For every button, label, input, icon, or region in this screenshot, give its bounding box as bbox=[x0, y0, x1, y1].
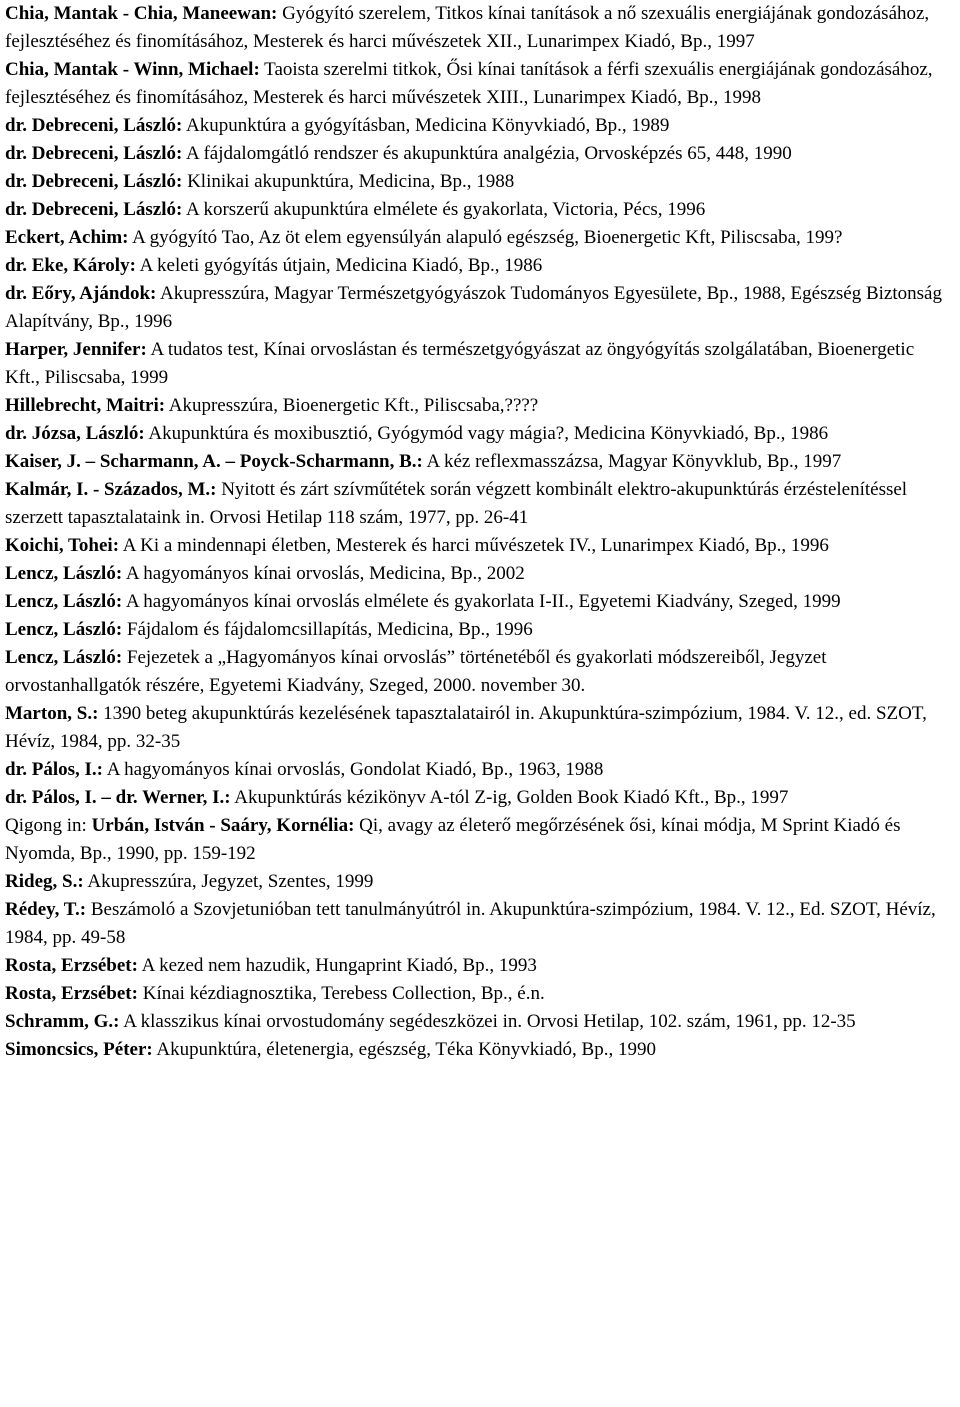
entry-author: dr. Debreceni, László: bbox=[5, 199, 183, 220]
bibliography-entry bbox=[5, 952, 952, 980]
entry-details: Kínai kézdiagnosztika, Terebess Collection, Bp., é.n. bbox=[137, 983, 545, 1004]
entry-details: Akupresszúra, Bioenergetic Kft., Piliscsaba,???? bbox=[165, 395, 539, 416]
entry-author: Rédey, T.: bbox=[5, 899, 87, 920]
entry-details: Akupresszúra, Jegyzet, Szentes, 1999 bbox=[83, 871, 374, 892]
entry-details: A tudatos test, Kínai orvoslástan és természetgyógyászat az öngyógyítás szolgálatában, Bioenergetic Kft., Piliscsaba, 1999 bbox=[5, 339, 915, 388]
entry-details: 1390 beteg akupunktúrás kezelésének tapasztalatairól in. Akupunktúra-szimpózium, 1984. V. 12., ed. SZOT, Hévíz, 1984, pp. 32-35 bbox=[5, 703, 927, 752]
entry-author: Marton, S.: bbox=[5, 703, 99, 724]
entry-author: dr. Debreceni, László: bbox=[5, 171, 183, 192]
bibliography-entry bbox=[5, 0, 952, 56]
bibliography-entry bbox=[5, 812, 952, 868]
bibliography-entry bbox=[5, 1036, 952, 1064]
entry-author: dr. Debreceni, László: bbox=[5, 143, 183, 164]
bibliography-entry bbox=[5, 980, 952, 1008]
entry-details: Klinikai akupunktúra, Medicina, Bp., 1988 bbox=[182, 171, 515, 192]
bibliography-list bbox=[5, 0, 952, 1064]
entry-author: dr. Eőry, Ajándok: bbox=[5, 283, 157, 304]
entry-details: Gyógyító szerelem, Titkos kínai tanítások a nő szexuális energiájának gondozásához, fejlesztéséhez és finomításához, Mesterek és harci művészetek XII., Lunarimpex Kiadó, Bp., 1997 bbox=[5, 3, 930, 52]
entry-author: Lencz, László: bbox=[5, 619, 123, 640]
bibliography-entry bbox=[5, 392, 952, 420]
bibliography-entry bbox=[5, 532, 952, 560]
entry-author: Urbán, István - Saáry, Kornélia: bbox=[91, 815, 355, 836]
entry-details: A gyógyító Tao, Az öt elem egyensúlyán alapuló egészség, Bioenergetic Kft, Piliscsaba, 199? bbox=[128, 227, 843, 248]
entry-author: Simoncsics, Péter: bbox=[5, 1039, 153, 1060]
bibliography-entry bbox=[5, 784, 952, 812]
bibliography-entry bbox=[5, 896, 952, 952]
entry-details: Taoista szerelmi titkok, Ősi kínai tanítások a férfi szexuális energiájának gondozásához, fejlesztéséhez és finomításához, Mesterek és harci művészetek XIII., Lunarimpex Kiadó, Bp., 1998 bbox=[5, 59, 933, 108]
bibliography-entry bbox=[5, 476, 952, 532]
entry-author: Hillebrecht, Maitri: bbox=[5, 395, 166, 416]
bibliography-entry bbox=[5, 1008, 952, 1036]
bibliography-entry bbox=[5, 616, 952, 644]
entry-author: Koichi, Tohei: bbox=[5, 535, 120, 556]
bibliography-entry bbox=[5, 140, 952, 168]
entry-details: A Ki a mindennapi életben, Mesterek és harci művészetek IV., Lunarimpex Kiadó, Bp., 1996 bbox=[119, 535, 829, 556]
entry-prefix: Qigong in: bbox=[5, 815, 92, 836]
entry-author: Rideg, S.: bbox=[5, 871, 84, 892]
entry-details: Akupunktúra, életenergia, egészség, Téka Könyvkiadó, Bp., 1990 bbox=[152, 1039, 656, 1060]
entry-author: Lencz, László: bbox=[5, 647, 123, 668]
bibliography-entry bbox=[5, 420, 952, 448]
entry-details: Fejezetek a „Hagyományos kínai orvoslás” történetéből és gyakorlati módszereiből, Jegyzet orvostanhallgatók részére, Egyetemi Kiadvány, Szeged, 2000. november 30. bbox=[5, 647, 827, 696]
bibliography-entry bbox=[5, 112, 952, 140]
entry-details: Nyitott és zárt szívműtétek során végzett kombinált elektro-akupunktúrás érzéstelenítéssel szerzett tapasztalataink in. Orvosi Hetilap 118 szám, 1977, pp. 26-41 bbox=[5, 479, 908, 528]
entry-author: dr. Eke, Károly: bbox=[5, 255, 136, 276]
bibliography-entry bbox=[5, 252, 952, 280]
entry-author: Lencz, László: bbox=[5, 591, 123, 612]
entry-details: Beszámoló a Szovjetunióban tett tanulmányútról in. Akupunktúra-szimpózium, 1984. V. 12., Ed. SZOT, Hévíz, 1984, pp. 49-58 bbox=[5, 899, 936, 948]
entry-author: Kaiser, J. – Scharmann, A. – Poyck-Scharmann, B.: bbox=[5, 451, 423, 472]
bibliography-entry bbox=[5, 868, 952, 896]
bibliography-entry bbox=[5, 644, 952, 700]
entry-author: Lencz, László: bbox=[5, 563, 123, 584]
entry-details: A korszerű akupunktúra elmélete és gyakorlata, Victoria, Pécs, 1996 bbox=[182, 199, 706, 220]
entry-author: dr. Pálos, I.: bbox=[5, 759, 104, 780]
entry-author: Schramm, G.: bbox=[5, 1011, 120, 1032]
entry-details: A fájdalomgátló rendszer és akupunktúra analgézia, Orvosképzés 65, 448, 1990 bbox=[182, 143, 792, 164]
entry-details: A hagyományos kínai orvoslás, Medicina, Bp., 2002 bbox=[122, 563, 525, 584]
entry-details: A hagyományos kínai orvoslás, Gondolat Kiadó, Bp., 1963, 1988 bbox=[103, 759, 604, 780]
entry-details: Akupresszúra, Magyar Természetgyógyászok Tudományos Egyesülete, Bp., 1988, Egészség Biztonság Alapítvány, Bp., 1996 bbox=[5, 283, 942, 332]
entry-author: Chia, Mantak - Winn, Michael: bbox=[5, 59, 260, 80]
entry-author: Rosta, Erzsébet: bbox=[5, 983, 138, 1004]
entry-details: A klasszikus kínai orvostudomány segédeszközei in. Orvosi Hetilap, 102. szám, 1961, pp. 12-35 bbox=[119, 1011, 856, 1032]
entry-author: Chia, Mantak - Chia, Maneewan: bbox=[5, 3, 278, 24]
bibliography-entry bbox=[5, 168, 952, 196]
entry-author: dr. Józsa, László: bbox=[5, 423, 145, 444]
entry-details: A hagyományos kínai orvoslás elmélete és gyakorlata I-II., Egyetemi Kiadvány, Szeged, 1999 bbox=[122, 591, 841, 612]
entry-author: Rosta, Erzsébet: bbox=[5, 955, 138, 976]
entry-details: Akupunktúra a gyógyításban, Medicina Könyvkiadó, Bp., 1989 bbox=[182, 115, 670, 136]
entry-author: Harper, Jennifer: bbox=[5, 339, 147, 360]
entry-details: A kezed nem hazudik, Hungaprint Kiadó, Bp., 1993 bbox=[137, 955, 537, 976]
entry-author: dr. Debreceni, László: bbox=[5, 115, 183, 136]
bibliography-entry bbox=[5, 56, 952, 112]
entry-details: Fájdalom és fájdalomcsillapítás, Medicina, Bp., 1996 bbox=[122, 619, 533, 640]
entry-details: Akupunktúra és moxibusztió, Gyógymód vagy mágia?, Medicina Könyvkiadó, Bp., 1986 bbox=[144, 423, 829, 444]
entry-details: Qi, avagy az életerő megőrzésének ősi, kínai módja, M Sprint Kiadó és Nyomda, Bp., 1990, pp. 159-192 bbox=[5, 815, 901, 864]
bibliography-entry bbox=[5, 336, 952, 392]
entry-details: A kéz reflexmasszázsa, Magyar Könyvklub, Bp., 1997 bbox=[422, 451, 842, 472]
entry-author: Eckert, Achim: bbox=[5, 227, 129, 248]
entry-details: Akupunktúrás kézikönyv A-tól Z-ig, Golden Book Kiadó Kft., Bp., 1997 bbox=[230, 787, 789, 808]
entry-author: Kalmár, I. - Százados, M.: bbox=[5, 479, 217, 500]
entry-author: dr. Pálos, I. – dr. Werner, I.: bbox=[5, 787, 231, 808]
entry-details: A keleti gyógyítás útjain, Medicina Kiadó, Bp., 1986 bbox=[135, 255, 543, 276]
bibliography-entry bbox=[5, 280, 952, 336]
bibliography-entry bbox=[5, 560, 952, 588]
bibliography-entry bbox=[5, 196, 952, 224]
bibliography-entry bbox=[5, 448, 952, 476]
bibliography-entry bbox=[5, 700, 952, 756]
bibliography-entry bbox=[5, 756, 952, 784]
bibliography-entry bbox=[5, 588, 952, 616]
bibliography-entry bbox=[5, 224, 952, 252]
